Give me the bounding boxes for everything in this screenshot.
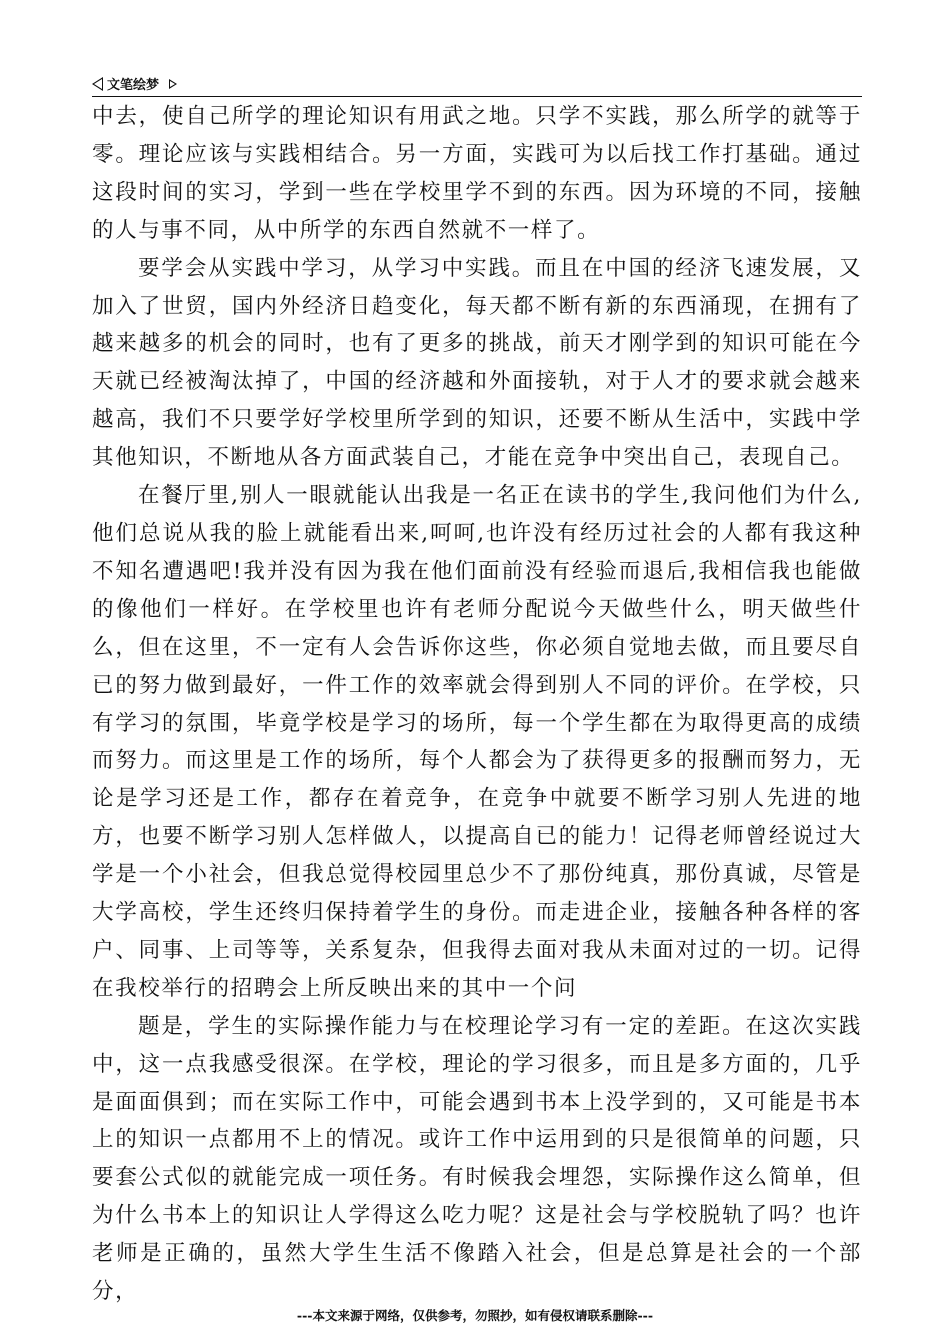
paragraph-3: 在餐厅里,别人一眼就能认出我是一名正在读书的学生,我问他们为什么,他们总说从我的脸上就能看出来,呵呵,也许没有经历过社会的人都有我这种不知名遭遇吧!我并没有因为我在他们面前没有经验而退后,我相信我也能做的像他们一样好。在学校里也许有老师分配说今天做些什么，明天做些什么，但在这里，不一定有人会告诉你这些，你必须自觉地去做，而且要尽自已的努力做到最好，一件工作的效率就会得到别人不同的评价。在学校，只有学习的氛围，毕竟学校是学习的场所，每一个学生都在为取得更高的成绩而努力。而这里是工作的场所，每个人都会为了获得更多的报酬而努力，无论是学习还是工作，都存在着竞争，在竞争中就要不断学习别人先进的地方，也要不断学习别人怎样做人，以提高自已的能力！记得老师曾经说过大学是一个小社会，但我总觉得校园里总少不了那份纯真，那份真诚，尽管是大学高校，学生还终归保持着学生的身份。而走进企业，接触各种各样的客户、同事、上司等等，关系复杂，但我得去面对我从未面对过的一切。记得在我校举行的招聘会上所反映出来的其中一个问 xyxy=(92,483,862,1001)
brand-name: 文笔绘梦 xyxy=(107,78,160,93)
page-header xyxy=(92,72,862,96)
document-body xyxy=(92,98,862,1311)
left-triangle-icon xyxy=(92,77,103,91)
brand-mark xyxy=(92,74,177,93)
paragraph-2: 要学会从实践中学习，从学习中实践。而且在中国的经济飞速发展，又加入了世贸，国内外经济日趋变化，每天都不断有新的东西涌现，在拥有了越来越多的机会的同时，也有了更多的挑战，前天才刚学到的知识可能在今天就已经被淘汰掉了，中国的经济越和外面接轨，对于人才的要求就会越来越高，我们不只要学好学校里所学到的知识，还要不断从生活中，实践中学其他知识，不断地从各方面武装自己，才能在竞争中突出自己，表现自己。 xyxy=(92,255,862,471)
header-rule xyxy=(92,96,862,97)
paragraph-4: 题是，学生的实际操作能力与在校理论学习有一定的差距。在这次实践中，这一点我感受很深。在学校，理论的学习很多，而且是多方面的，几乎是面面俱到；而在实际工作中，可能会遇到书本上没学到的，又可能是书本上的知识一点都用不上的情况。或许工作中运用到的只是很简单的问题，只要套公式似的就能完成一项任务。有时候我会埋怨，实际操作这么简单，但为什么书本上的知识让人学得这么吃力呢？这是社会与学校脱轨了吗？也许老师是正确的，虽然大学生生活不像踏入社会，但是总算是社会的一个部分， xyxy=(92,1013,862,1305)
paragraph-1: 中去，使自己所学的理论知识有用武之地。只学不实践，那么所学的就等于零。理论应该与实践相结合。另一方面，实践可为以后找工作打基础。通过这段时间的实习，学到一些在学校里学不到的东西。因为环境的不同，接触的人与事不同，从中所学的东西自然就不一样了。 xyxy=(92,104,862,243)
right-triangle-icon xyxy=(169,79,177,89)
footer-notice: ---本文来源于网络，仅供参考，勿照抄，如有侵权请联系删除--- xyxy=(296,1308,654,1323)
